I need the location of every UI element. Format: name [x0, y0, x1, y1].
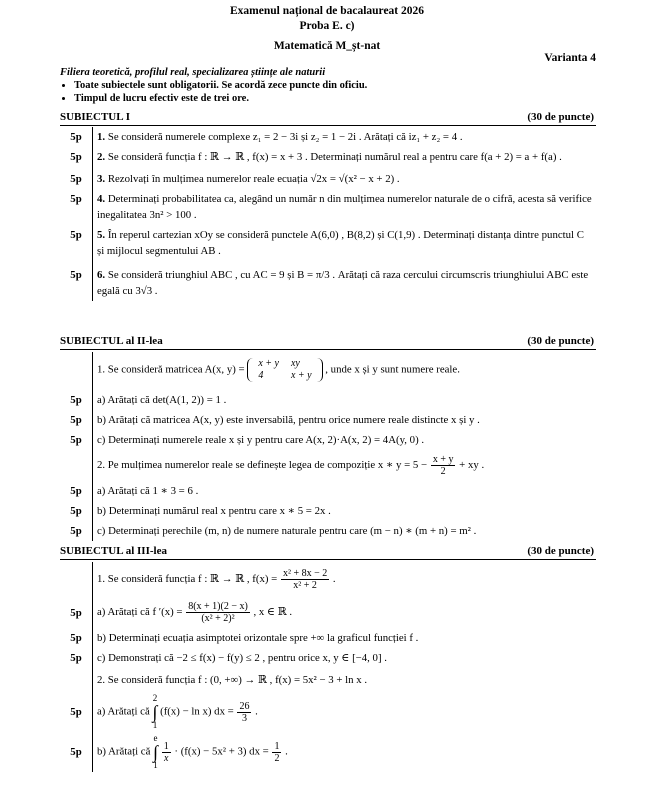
fraction-denominator: 2	[274, 752, 280, 764]
points-cell: 5p	[60, 390, 93, 410]
question-row	[60, 430, 596, 450]
question-text: c) Determinați perechile (m, n) de numere naturale pentru care (m − n) ∗ (m + n) = m² .	[97, 525, 477, 537]
question-row	[60, 225, 596, 265]
question-row	[60, 450, 596, 481]
question-text: Se consideră numerele complexe z₁ = 2 − 3i și z₂ = 1 − 2i . Arătați că iz₁ + z₂ = 4 .	[107, 131, 463, 143]
integral-lower: 1	[153, 760, 158, 770]
matrix-cell: xy	[290, 358, 300, 369]
question-row	[60, 189, 596, 225]
question-text: 1. Se consideră funcția f : ℝ → ℝ , f(x) =	[97, 572, 278, 585]
matrix-cell: x + y	[290, 370, 312, 381]
integral-upper: 2	[152, 693, 158, 703]
question-row	[60, 352, 596, 390]
matrix-cell: 4	[258, 370, 264, 381]
section-points: (30 de puncte)	[527, 545, 594, 557]
points-cell: 5p	[60, 597, 93, 628]
variant-label: Varianta 4	[544, 52, 596, 64]
section-title: SUBIECTUL I	[60, 111, 131, 123]
points-cell: 5p	[60, 147, 93, 169]
section-header-3	[60, 545, 596, 560]
question-number: 1.	[97, 131, 106, 143]
integral-upper: e	[153, 733, 158, 743]
fraction-denominator: 3	[241, 712, 247, 724]
intro-bullet: • Toate subiectele sunt obligatorii. Se acordă zece puncte din oficiu.	[74, 79, 367, 92]
question-text: b) Arătați că	[97, 745, 151, 758]
fraction	[186, 601, 250, 624]
question-row	[60, 390, 596, 410]
points-cell: 5p	[60, 265, 93, 301]
question-number: 5.	[97, 229, 106, 241]
exam-title: Examenul național de bacalaureat 2026	[229, 5, 425, 17]
points-cell: 5p	[60, 648, 93, 668]
points-cell: 5p	[60, 189, 93, 225]
points-cell: 5p	[60, 521, 93, 541]
fraction-denominator: 2	[440, 466, 446, 477]
integral	[152, 694, 157, 730]
question-text: 2. Pe mulțimea numerelor reale se definește legea de compoziție x ∗ y = 5 −	[97, 458, 428, 471]
question-number: 6.	[97, 269, 106, 281]
question-row: 1. Se consideră funcția f : ℝ → ℝ , f(x) = $\frac{\text{x² + 8x − 2}}{\text{x² + 2}}$ .	[60, 562, 596, 597]
points-cell: 5p	[60, 169, 93, 189]
fraction-numerator: 1	[274, 740, 280, 752]
question-text: a) Arătați că det(A(1, 2)) = 1 .	[97, 394, 227, 406]
section-1-table	[60, 127, 596, 301]
integral-lower: 1	[152, 720, 158, 730]
section-3-table	[60, 562, 596, 772]
question-text: În reperul cartezian xOy se consideră punctele A(6,0) , B(8,2) și C(1,9) . Determinați distanța dintre punctul C și mijlocul segmentului AB .	[97, 229, 584, 257]
question-row	[60, 501, 596, 521]
section-title: SUBIECTUL al III-lea	[60, 545, 167, 557]
question-text: b) Determinați ecuația asimptotei orizontale spre +∞ la graficul funcției f .	[97, 632, 419, 644]
question-row	[60, 127, 596, 147]
integral	[153, 734, 158, 770]
fraction-numerator: 26	[239, 700, 250, 712]
fraction-denominator: (x² + 2)²	[201, 613, 235, 624]
question-row	[60, 265, 596, 301]
fraction	[431, 454, 456, 477]
question-text: 2. Se consideră funcția f : (0, +∞) → ℝ , f(x) = 5x² − 3 + ln x .	[97, 674, 368, 686]
matrix-cell: x + y	[258, 358, 279, 369]
fraction	[281, 568, 329, 591]
points-cell: 5p	[60, 410, 93, 430]
section-header-1	[60, 111, 596, 126]
intro-bullet: • Timpul de lucru efectiv este de trei ore.	[74, 92, 367, 105]
question-row: 5p b) Arătați că e ∫ 1 $\frac{1}{x}$ · (f(x) − 5x² + 3) dx = $\frac{1}{2}$ .	[60, 732, 596, 772]
question-text: b) Determinați numărul real x pentru care x ∗ 5 = 2x .	[97, 505, 331, 517]
question-text: Rezolvați în mulțimea numerelor reale ecuația √2x = √(x² − x + 2) .	[107, 173, 400, 185]
points-cell: 5p	[60, 501, 93, 521]
points-cell: 5p	[60, 481, 93, 501]
question-text: a) Arătați că 1 ∗ 3 = 6 .	[97, 485, 199, 497]
exam-proba: Proba E. c)	[299, 20, 355, 32]
question-text: Determinați probabilitatea ca, alegând un număr n din mulțimea numerelor naturale de o cifră, acesta să verifice inegalitatea 3n² > 100 .	[97, 193, 592, 221]
fraction	[237, 701, 251, 724]
question-text: 1. Se consideră matricea A(x, y) =	[97, 363, 245, 376]
question-text: (f(x) − ln x) dx =	[160, 705, 234, 718]
section-2-table	[60, 352, 596, 541]
integral-sign-icon: ∫	[153, 742, 158, 762]
intro-block	[60, 66, 367, 105]
section-points: (30 de puncte)	[527, 335, 594, 347]
question-text: c) Determinați numerele reale x și y pentru care A(x, 2)·A(x, 2) = 4A(y, 0) .	[97, 434, 425, 446]
question-row	[60, 648, 596, 668]
question-row	[60, 668, 596, 692]
question-row	[60, 521, 596, 541]
points-cell: 5p	[60, 732, 93, 772]
question-row	[60, 597, 596, 628]
section-header-2	[60, 335, 596, 350]
question-text: , unde x și y sunt numere reale.	[325, 363, 460, 376]
question-text: Se consideră triunghiul ABC , cu AC = 9 și B = π/3 . Arătați că raza cercului circumscris triunghiului ABC este egală cu 3√3 .	[97, 269, 589, 297]
points-cell: 5p	[60, 225, 93, 265]
question-number: 3.	[97, 173, 106, 185]
question-text: a) Arătați că f ′(x) =	[97, 605, 183, 618]
question-row	[60, 628, 596, 648]
points-cell: 5p	[60, 692, 93, 732]
points-cell: 5p	[60, 628, 93, 648]
question-text: · (f(x) − 5x² + 3) dx =	[174, 745, 269, 758]
question-text: Se consideră funcția f : ℝ → ℝ , f(x) = x + 3 . Determinați numărul real a pentru care f(a + 2) = a + f(a) .	[107, 151, 562, 163]
fraction	[272, 741, 281, 764]
section-title: SUBIECTUL al II-lea	[60, 335, 163, 347]
fraction-numerator: 8(x + 1)(2 − x)	[188, 601, 248, 612]
fraction-denominator: x² + 2	[293, 580, 317, 591]
question-row	[60, 147, 596, 169]
matrix	[247, 358, 322, 382]
question-row	[60, 481, 596, 501]
question-number: 2.	[97, 151, 106, 163]
question-text: c) Demonstrați că −2 ≤ f(x) − f(y) ≤ 2 , pentru orice x, y ∈ [−4, 0] .	[97, 652, 387, 664]
section-points: (30 de puncte)	[527, 111, 594, 123]
question-text: b) Arătați că matricea A(x, y) este inversabilă, pentru orice numere reale distincte x și y .	[97, 414, 480, 426]
points-cell: 5p	[60, 430, 93, 450]
question-row	[60, 410, 596, 430]
question-text: , x ∈ ℝ .	[253, 605, 293, 618]
intro-line: Filiera teoretică, profilul real, specializarea științe ale naturii	[60, 67, 326, 78]
fraction: $\frac{1}{x}$	[163, 740, 169, 764]
exam-subject: Matematică M_șt-nat	[273, 40, 381, 52]
fraction-numerator: x + y	[432, 454, 454, 465]
question-text: + xy .	[459, 458, 485, 471]
question-number: 4.	[97, 193, 106, 205]
integral-sign-icon: ∫	[152, 702, 158, 722]
question-text: a) Arătați că	[97, 705, 150, 718]
question-row: 5p a) Arătați că 2 ∫ 1 (f(x) − ln x) dx = $\frac{26}{3}$ .	[60, 692, 596, 732]
question-row	[60, 169, 596, 189]
fraction-numerator: x² + 8x − 2	[282, 568, 328, 579]
points-cell: 5p	[60, 127, 93, 147]
